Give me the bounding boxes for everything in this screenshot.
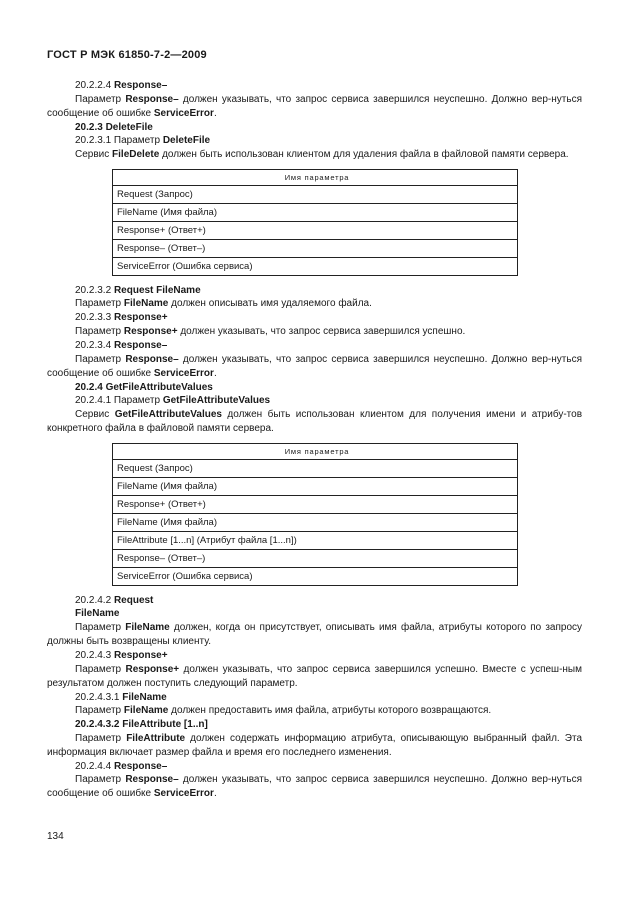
text: Параметр: [75, 298, 122, 310]
term: Response–: [125, 774, 179, 786]
section-heading: [47, 649, 582, 663]
section-name: GetFileAttributeValues: [162, 395, 271, 407]
term: GetFileAttributeValues: [114, 408, 222, 420]
term: ServiceError: [153, 788, 214, 800]
paragraph: [47, 408, 582, 436]
paragraph: [47, 732, 582, 760]
term: FileDelete: [112, 148, 160, 160]
table-row: Response– (Ответ–): [113, 239, 518, 257]
term: ServiceError: [153, 367, 214, 379]
term: Response–: [125, 93, 179, 105]
term: ServiceError: [153, 107, 214, 119]
section-heading: [47, 594, 582, 608]
text: должен указывать, что запрос сервиса завершился успешно.: [180, 325, 466, 337]
section-number: 20.2.3.3: [75, 312, 112, 324]
text: Сервис: [75, 148, 110, 160]
paragraph: [47, 704, 582, 718]
text: должен описывать имя удаляемого файла.: [171, 298, 372, 310]
text: Параметр: [75, 621, 122, 633]
section-number: 20.2.4.1 Параметр: [75, 395, 161, 407]
section-heading: [47, 339, 582, 353]
paragraph: Параметр Response– должен указывать, что запрос сервиса завершился неуспешно. Должно вер-нуться сообщение об ошибке ServiceError.: [47, 774, 582, 800]
section-heading: [47, 121, 582, 135]
section-heading: [47, 607, 582, 621]
section-heading: [47, 311, 582, 325]
table-row: FileName (Имя файла): [113, 203, 518, 221]
term: FileName: [123, 298, 169, 310]
section-heading: [47, 284, 582, 298]
section-heading: [47, 134, 582, 148]
table-row: FileAttribute [1...n] (Атрибут файла [1...n]): [113, 531, 518, 549]
term: FileAttribute: [126, 732, 186, 744]
text: должен указывать, что запрос сервиса завершился успешно. Вместе с успеш-ным результатом должен поступить следующий параметр.: [47, 663, 582, 689]
text: должен, когда он присутствует, описывать имя файла, атрибуты которого по запросу должны быть возвращены клиенту.: [47, 621, 583, 647]
section-heading: [47, 381, 582, 395]
section-title: 20.2.3 DeleteFile: [75, 121, 153, 133]
term: FileName: [125, 621, 170, 633]
section-number: 20.2.3.1 Параметр: [75, 135, 161, 147]
table-header: Имя параметра: [113, 169, 518, 185]
text: Параметр: [75, 353, 122, 365]
section-name: FileName: [75, 608, 120, 620]
term: FileName: [123, 705, 169, 717]
term: Response+: [125, 663, 180, 675]
text: должен содержать информацию атрибута, описывающую выбранный файл. Эта информация включает размер файла и время его последнего изменения.: [47, 732, 582, 758]
table-row: Response– (Ответ–): [113, 549, 518, 567]
text: должен предоставить имя файла, атрибуты которого возвращаются.: [171, 705, 492, 717]
section-name: Response–: [113, 760, 168, 772]
section-number: 20.2.4.3: [75, 649, 112, 661]
table-row: ServiceError (Ошибка сервиса): [113, 257, 518, 275]
text: Сервис: [75, 408, 110, 420]
section-heading: [47, 760, 582, 774]
table-row: FileName (Имя файла): [113, 477, 518, 495]
section-name: Request: [113, 594, 154, 606]
table-row: ServiceError (Ошибка сервиса): [113, 567, 518, 585]
parameter-table-2: [112, 443, 518, 586]
text: Параметр: [75, 325, 122, 337]
text: Параметр: [75, 774, 122, 786]
section-name: DeleteFile: [162, 135, 211, 147]
section-number: 20.2.3.2: [75, 284, 112, 296]
text: должен быть использован клиентом для удаления файла в файловой памяти сервера.: [162, 148, 569, 160]
table-row: Response+ (Ответ+): [113, 495, 518, 513]
paragraph: [47, 621, 582, 649]
text: должен указывать, что запрос сервиса завершился неуспешно. Должно вер-нуться сообщение об ошибке: [47, 774, 582, 800]
paragraph: Параметр Response– должен указывать, что запрос сервиса завершился неуспешно. Должно вер-нуться сообщение об ошибке ServiceError.: [47, 93, 582, 119]
section-title: 20.2.4.3.2 FileAttribute [1..n]: [75, 719, 208, 731]
paragraph: [47, 148, 582, 162]
section-name: Response–: [113, 339, 168, 351]
parameter-table-1: [112, 169, 518, 276]
section-heading: [47, 79, 582, 93]
paragraph: [47, 325, 582, 339]
section-heading: [47, 718, 582, 732]
section-number: 20.2.4.3.1: [75, 691, 120, 703]
section-name: Response+: [113, 312, 168, 324]
text: должен указывать, что запрос сервиса завершился неуспешно. Должно вер-нуться сообщение об ошибке: [47, 93, 582, 119]
text: должен указывать, что запрос сервиса завершился неуспешно. Должно вер-нуться сообщение об ошибке: [47, 353, 582, 379]
page-header: ГОСТ Р МЭК 61850-7-2—2009: [47, 49, 207, 61]
table-row: FileName (Имя файла): [113, 513, 518, 531]
table-header: Имя параметра: [113, 443, 518, 459]
term: Response–: [125, 353, 179, 365]
paragraph: Параметр Response– должен указывать, что запрос сервиса завершился неуспешно. Должно вер-нуться сообщение об ошибке ServiceError.: [47, 353, 582, 379]
text: Параметр: [75, 93, 122, 105]
table-row: Request (Запрос): [113, 459, 518, 477]
section-title: 20.2.4 GetFileAttributeValues: [75, 381, 213, 393]
text: Параметр: [75, 732, 122, 744]
table-row: Response+ (Ответ+): [113, 221, 518, 239]
table-row: Request (Запрос): [113, 185, 518, 203]
paragraph: [47, 297, 582, 311]
text: Параметр: [75, 705, 122, 717]
section-number: 20.2.3.4: [75, 339, 112, 351]
section-name: Response+: [113, 649, 168, 661]
section-heading: [47, 394, 582, 408]
term: Response+: [123, 325, 178, 337]
paragraph: [47, 663, 582, 691]
section-name: Response–: [113, 80, 168, 91]
page-number: 134: [47, 831, 64, 842]
section-number: 20.2.4.4: [75, 760, 112, 772]
section-number: 20.2.2.4: [75, 80, 112, 91]
section-name: FileName: [122, 691, 167, 703]
document-body: [47, 79, 582, 801]
section-heading: [47, 691, 582, 705]
section-name: Request FileName: [113, 284, 201, 296]
section-number: 20.2.4.2: [75, 594, 112, 606]
text: должен быть использован клиентом для получения имени и атрибу-тов конкретного файла в файловой памяти сервера.: [47, 408, 583, 434]
text: Параметр: [75, 663, 122, 675]
